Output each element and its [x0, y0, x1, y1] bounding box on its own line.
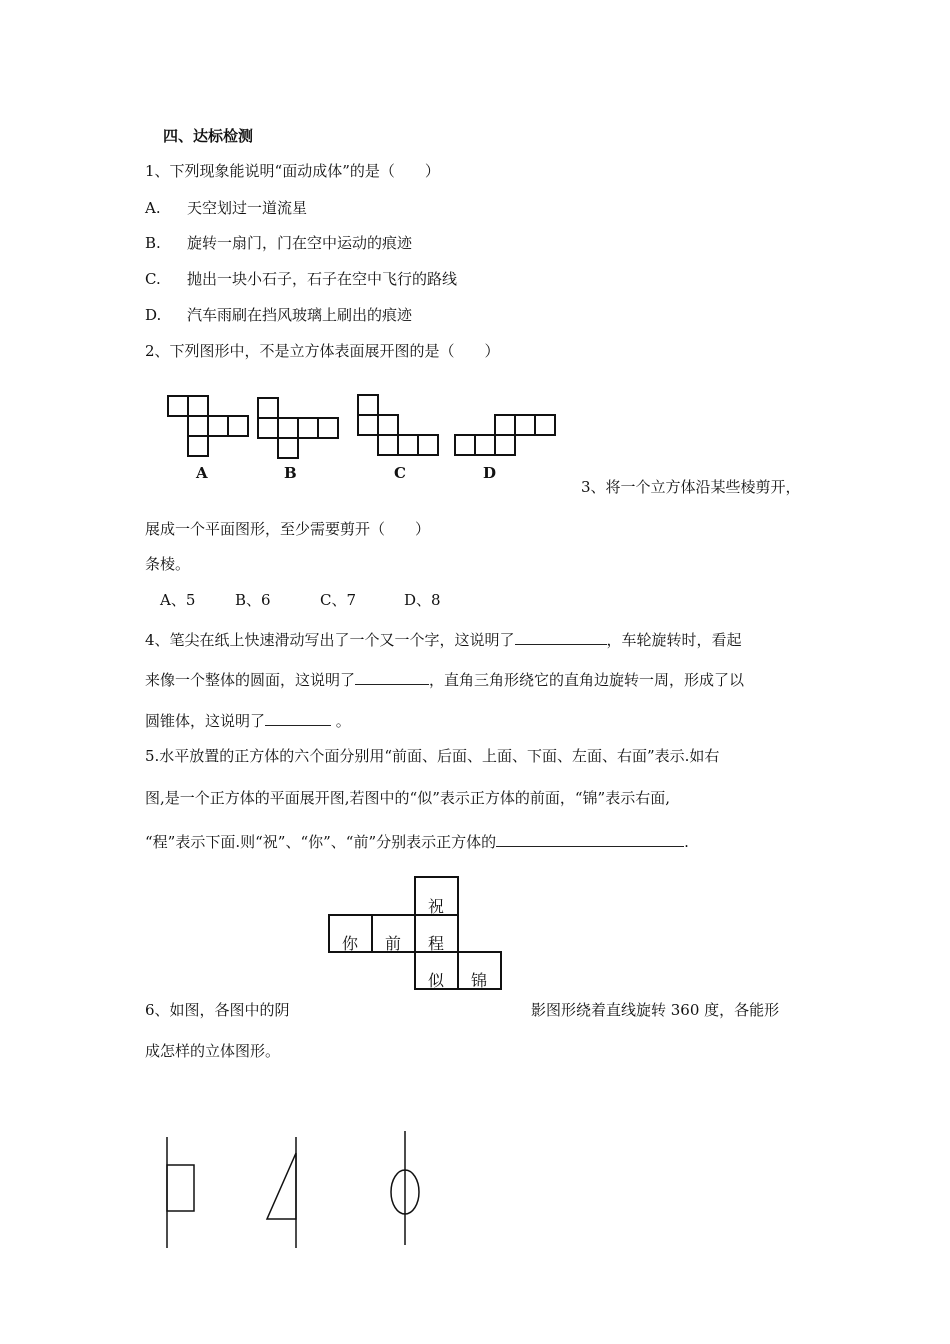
q4-blank-3[interactable]	[265, 711, 331, 726]
question-3-option-a: A、5	[160, 591, 196, 609]
question-1-stem: 1、下列现象能说明“面动成体”的是（ ）	[145, 162, 440, 180]
q4-text-4: ，直角三角形绕它的直角边旋转一周，形成了以	[429, 671, 745, 689]
rotation-figure-rectangle	[167, 1137, 194, 1248]
question-3-option-d: D、8	[404, 591, 441, 609]
question-5-line-1: 5.水平放置的正方体的六个面分别用“前面、后面、上面、下面、左面、右面”表示.如右	[145, 747, 720, 765]
option-key: A.	[145, 199, 161, 217]
option-key: C.	[145, 270, 161, 288]
question-3-line-1: 3、将一个立方体沿某些棱剪开，	[581, 478, 801, 496]
q4-blank-2[interactable]	[355, 670, 429, 685]
net-cell-ni: 你	[342, 934, 359, 953]
option-text: 天空划过一道流星	[187, 199, 308, 217]
q4-text-3: 来像一个整体的圆面，这说明了	[145, 671, 356, 689]
cube-net-a-label: A	[196, 464, 208, 482]
cube-net-d	[455, 415, 555, 455]
net-cell-cheng: 程	[428, 934, 445, 953]
option-text: 旋转一扇门，门在空中运动的痕迹	[187, 234, 413, 252]
q4-text-1: 4、笔尖在纸上快速滑动写出了一个又一个字，这说明了	[145, 631, 515, 649]
question-3-line-3: 条棱。	[145, 555, 191, 573]
option-key: B.	[145, 234, 161, 252]
question-6-line-1-left: 6、如图，各图中的阴	[145, 1001, 290, 1019]
net-cell-qian: 前	[385, 934, 402, 953]
question-3-option-b: B、6	[235, 591, 271, 609]
option-text: 抛出一块小石子，石子在空中飞行的路线	[187, 270, 458, 288]
question-4-line-3	[145, 711, 351, 729]
question-5-line-2: 图,是一个正方体的平面展开图,若图中的“似”表示正方体的前面，“锦”表示右面,	[145, 789, 670, 807]
q5-text: “程”表示下面.则“祝”、“你”、“前”分别表示正方体的	[145, 833, 497, 851]
question-6-line-1-right: 影图形绕着直线旋转 360 度，各能形	[531, 1001, 780, 1019]
net-cell-zhu: 祝	[428, 897, 445, 916]
option-key: D.	[145, 306, 162, 324]
q5-blank[interactable]	[496, 832, 684, 847]
question-2-stem: 2、下列图形中，不是立方体表面展开图的是（ ）	[145, 342, 500, 360]
cube-net-c-label: C	[394, 464, 406, 482]
q4-text-5: 圆锥体，这说明了	[145, 712, 266, 730]
question-4-line-1	[145, 630, 742, 648]
cube-net-b	[258, 398, 338, 458]
q4-text-2: ，车轮旋转时，看起	[606, 631, 742, 649]
question-6-line-2: 成怎样的立体图形。	[145, 1042, 281, 1060]
q4-blank-1[interactable]	[515, 630, 607, 645]
cube-net-c	[358, 395, 438, 455]
question-5-line-3	[145, 832, 689, 850]
cube-net-a	[168, 396, 248, 456]
rotation-figure-triangle	[267, 1137, 296, 1248]
section-title: 四、达标检测	[163, 127, 254, 145]
q4-text-6: 。	[335, 712, 351, 730]
cube-net-b-label: B	[284, 464, 297, 482]
cube-net-q5	[329, 877, 501, 990]
option-text: 汽车雨刷在挡风玻璃上刷出的痕迹	[187, 306, 413, 324]
q5-text-end: .	[684, 833, 689, 851]
net-cell-si: 似	[428, 971, 445, 990]
question-3-line-2: 展成一个平面图形，至少需要剪开（ ）	[145, 520, 431, 538]
question-3-option-c: C、7	[320, 591, 357, 609]
question-4-line-2	[145, 670, 744, 688]
net-cell-jin: 锦	[471, 971, 488, 990]
rotation-figure-circle	[391, 1131, 419, 1245]
cube-net-d-label: D	[483, 464, 497, 482]
